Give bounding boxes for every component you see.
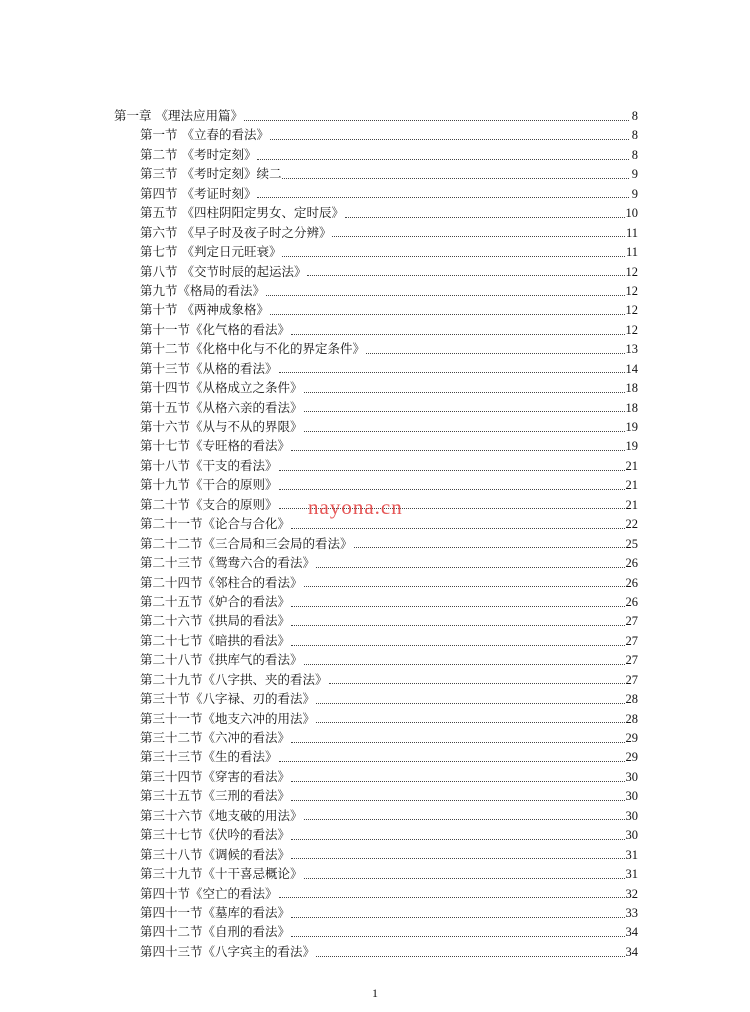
toc-section-entry[interactable] bbox=[114, 242, 638, 261]
toc-page-number: 11 bbox=[625, 225, 638, 240]
toc-page-number: 26 bbox=[625, 556, 638, 571]
toc-section-entry[interactable] bbox=[114, 573, 638, 592]
toc-entry-title: 第三十节《八字禄、刃的看法》 bbox=[140, 691, 316, 707]
toc-entry-title: 第二十五节《妒合的看法》 bbox=[140, 593, 291, 609]
toc-page-number: 22 bbox=[625, 517, 638, 532]
toc-dot-leader bbox=[304, 391, 625, 393]
toc-page-number: 11 bbox=[625, 245, 638, 260]
toc-dot-leader bbox=[279, 469, 625, 471]
toc-section-entry[interactable] bbox=[114, 728, 638, 747]
toc-dot-leader bbox=[291, 741, 624, 743]
toc-entry-title: 第四十一节《墓库的看法》 bbox=[140, 904, 291, 920]
toc-page-number: 10 bbox=[625, 206, 638, 221]
toc-entry-title: 第十二节《化格中化与不化的界定条件》 bbox=[140, 341, 366, 357]
toc-page-number: 21 bbox=[625, 497, 638, 512]
toc-dot-leader bbox=[329, 682, 625, 684]
toc-page-number: 33 bbox=[625, 905, 638, 920]
toc-page-number: 30 bbox=[625, 789, 638, 804]
toc-section-entry[interactable] bbox=[114, 709, 638, 728]
toc-dot-leader bbox=[345, 216, 625, 218]
toc-page-number: 9 bbox=[631, 186, 638, 201]
toc-page-number: 31 bbox=[625, 867, 638, 882]
toc-dot-leader bbox=[291, 449, 624, 451]
toc-entry-title: 第八节 《交节时辰的起运法》 bbox=[140, 263, 307, 279]
toc-entry-title: 第二节 《考时定刻》 bbox=[140, 146, 257, 162]
toc-entry-title: 第四节 《考证时刻》 bbox=[140, 185, 257, 201]
toc-entry-title: 第十四节《从格成立之条件》 bbox=[140, 380, 303, 396]
toc-section-entry[interactable] bbox=[114, 767, 638, 786]
toc-page-number: 8 bbox=[631, 147, 638, 162]
watermark: nayona.cn bbox=[308, 495, 403, 519]
toc-page-number: 26 bbox=[625, 575, 638, 590]
toc-entry-title: 第二十三节《鸳鸯六合的看法》 bbox=[140, 555, 316, 571]
toc-entry-title: 第十七节《专旺格的看法》 bbox=[140, 438, 291, 454]
toc-section-entry[interactable] bbox=[114, 864, 638, 883]
toc-dot-leader bbox=[291, 857, 624, 859]
toc-dot-leader bbox=[332, 235, 624, 237]
toc-page-number: 30 bbox=[625, 828, 638, 843]
toc-section-entry[interactable] bbox=[114, 689, 638, 708]
toc-dot-leader bbox=[291, 780, 624, 782]
toc-dot-leader bbox=[291, 624, 624, 626]
toc-entry-title: 第一章 《理法应用篇》 bbox=[114, 108, 243, 123]
toc-dot-leader bbox=[279, 371, 625, 373]
toc-section-entry[interactable] bbox=[114, 534, 638, 553]
toc-entry-title: 第三十八节《调候的看法》 bbox=[140, 846, 291, 862]
toc-entry-title: 第三十一节《地支六冲的用法》 bbox=[140, 710, 316, 726]
toc-page-number: 13 bbox=[625, 342, 638, 357]
toc-page-number: 32 bbox=[625, 886, 638, 901]
toc-dot-leader bbox=[270, 138, 629, 140]
toc-entry-title: 第三节 《考时定刻》续二 bbox=[140, 166, 282, 182]
toc-page-number: 12 bbox=[625, 303, 638, 318]
toc-entry-title: 第十九节《干合的原则》 bbox=[140, 477, 278, 493]
toc-dot-leader bbox=[304, 585, 625, 587]
toc-entry-title: 第十五节《从格六亲的看法》 bbox=[140, 399, 303, 415]
toc-page-number: 21 bbox=[625, 458, 638, 473]
toc-section-entry[interactable] bbox=[114, 786, 638, 805]
toc-entry-title: 第四十节《空亡的看法》 bbox=[140, 885, 278, 901]
toc-page-number: 12 bbox=[625, 264, 638, 279]
toc-section-entry[interactable] bbox=[114, 300, 638, 319]
toc-page-number: 8 bbox=[631, 128, 638, 143]
toc-entry-title: 第六节 《早子时及夜子时之分辨》 bbox=[140, 224, 332, 240]
toc-section-entry[interactable] bbox=[114, 184, 638, 203]
toc-section-entry[interactable] bbox=[114, 378, 638, 397]
toc-dot-leader bbox=[304, 430, 625, 432]
toc-page-number: 31 bbox=[625, 847, 638, 862]
toc-dot-leader bbox=[282, 177, 629, 179]
toc-section-entry[interactable] bbox=[114, 339, 638, 358]
toc-page-number: 29 bbox=[625, 731, 638, 745]
toc-section-entry[interactable] bbox=[114, 262, 638, 281]
toc-entry-title: 第三十二节《六冲的看法》 bbox=[140, 730, 291, 745]
toc-section-entry[interactable] bbox=[114, 650, 638, 669]
toc-dot-leader bbox=[291, 799, 624, 801]
toc-entry-title: 第一节 《立春的看法》 bbox=[140, 127, 269, 143]
toc-page-number: 34 bbox=[625, 925, 638, 940]
toc-section-entry[interactable] bbox=[114, 475, 638, 494]
toc-section-entry[interactable] bbox=[114, 223, 638, 242]
toc-section-entry[interactable] bbox=[114, 436, 638, 455]
toc-section-entry[interactable] bbox=[114, 281, 638, 300]
toc-page-number: 30 bbox=[625, 769, 638, 784]
toc-page-number: 28 bbox=[625, 711, 638, 726]
toc-page-number: 18 bbox=[625, 400, 638, 415]
toc-section-entry[interactable] bbox=[114, 903, 638, 922]
toc-entry-title: 第七节 《判定日元旺衰》 bbox=[140, 244, 282, 260]
toc-entry-title: 第十一节《化气格的看法》 bbox=[140, 321, 291, 337]
toc-dot-leader bbox=[257, 196, 629, 198]
toc-entry-title: 第三十五节《三刑的看法》 bbox=[140, 788, 291, 804]
toc-page-number: 19 bbox=[625, 420, 638, 434]
toc-entry-title: 第二十节《支合的原则》 bbox=[140, 496, 278, 512]
toc-dot-leader bbox=[291, 916, 624, 918]
toc-section-entry[interactable] bbox=[114, 747, 638, 766]
toc-entry-title: 第二十六节《拱局的看法》 bbox=[140, 613, 291, 629]
toc-section-entry[interactable] bbox=[114, 203, 638, 222]
toc-page-number: 25 bbox=[625, 536, 638, 551]
toc-section-entry[interactable] bbox=[114, 359, 638, 378]
toc-dot-leader bbox=[291, 838, 624, 840]
toc-dot-leader bbox=[279, 896, 625, 898]
toc-page-number: 26 bbox=[625, 594, 638, 609]
toc-dot-leader bbox=[291, 527, 624, 529]
toc-dot-leader bbox=[266, 294, 624, 296]
toc-dot-leader bbox=[307, 274, 624, 276]
toc-dot-leader bbox=[257, 158, 629, 160]
toc-section-entry[interactable] bbox=[114, 398, 638, 417]
toc-entry-title: 第三十七节《伏吟的看法》 bbox=[140, 827, 291, 843]
toc-entry-title: 第三十九节《十干喜忌概论》 bbox=[140, 866, 303, 882]
toc-section-entry[interactable] bbox=[114, 125, 638, 144]
toc-dot-leader bbox=[279, 488, 625, 490]
toc-entry-title: 第五节 《四柱阴阳定男女、定时辰》 bbox=[140, 205, 344, 221]
toc-entry-title: 第四十三节《八字宾主的看法》 bbox=[140, 943, 316, 959]
toc-dot-leader bbox=[270, 313, 625, 315]
toc-section-entry[interactable] bbox=[114, 320, 638, 339]
toc-entry-title: 第九节《格局的看法》 bbox=[140, 282, 266, 298]
toc-dot-leader bbox=[282, 255, 624, 257]
toc-dot-leader bbox=[279, 760, 625, 762]
toc-page-number: 27 bbox=[625, 653, 638, 668]
table-of-contents bbox=[114, 106, 638, 961]
toc-section-entry[interactable] bbox=[114, 884, 638, 903]
toc-entry-title: 第二十七节《暗拱的看法》 bbox=[140, 632, 291, 648]
toc-page-number: 18 bbox=[625, 381, 638, 396]
toc-entry-title: 第十三节《从格的看法》 bbox=[140, 360, 278, 376]
toc-section-entry[interactable] bbox=[114, 145, 638, 164]
toc-entry-title: 第二十九节《八字拱、夹的看法》 bbox=[140, 671, 328, 687]
toc-dot-leader bbox=[316, 702, 624, 704]
toc-entry-title: 第三十六节《地支破的用法》 bbox=[140, 807, 303, 823]
toc-page-number: 21 bbox=[625, 478, 638, 493]
toc-entry-title: 第十节 《两神成象格》 bbox=[140, 302, 269, 318]
toc-page-number: 8 bbox=[631, 109, 638, 123]
toc-entry-title: 第二十二节《三合局和三会局的看法》 bbox=[140, 535, 353, 551]
toc-entry-title: 第二十一节《论合与合化》 bbox=[140, 516, 291, 532]
toc-dot-leader bbox=[316, 721, 624, 723]
toc-page-number: 27 bbox=[625, 672, 638, 687]
toc-page-number: 34 bbox=[625, 944, 638, 959]
toc-dot-leader bbox=[304, 410, 625, 412]
toc-page-number: 12 bbox=[625, 283, 638, 298]
toc-section-entry[interactable] bbox=[114, 845, 638, 864]
toc-entry-title: 第二十四节《邻柱合的看法》 bbox=[140, 574, 303, 590]
toc-section-entry[interactable] bbox=[114, 456, 638, 475]
toc-dot-leader bbox=[291, 605, 624, 607]
toc-dot-leader bbox=[316, 955, 624, 957]
toc-section-entry[interactable] bbox=[114, 611, 638, 630]
toc-section-entry[interactable] bbox=[114, 942, 638, 961]
toc-section-entry[interactable] bbox=[114, 631, 638, 650]
toc-page-number: 14 bbox=[625, 361, 638, 376]
toc-section-entry[interactable] bbox=[114, 417, 638, 436]
toc-entry-title: 第三十三节《生的看法》 bbox=[140, 749, 278, 765]
toc-page-number: 9 bbox=[631, 167, 638, 182]
toc-chapter-entry[interactable] bbox=[114, 106, 638, 125]
toc-entry-title: 第三十四节《穿害的看法》 bbox=[140, 768, 291, 784]
toc-dot-leader bbox=[304, 877, 625, 879]
toc-section-entry[interactable] bbox=[114, 806, 638, 825]
toc-dot-leader bbox=[316, 566, 624, 568]
toc-page-number: 12 bbox=[625, 322, 638, 337]
page-number: 1 bbox=[372, 986, 378, 1000]
toc-page-number: 30 bbox=[625, 808, 638, 823]
toc-page-number: 28 bbox=[625, 692, 638, 707]
toc-entry-title: 第十六节《从与不从的界限》 bbox=[140, 419, 303, 434]
toc-section-entry[interactable] bbox=[114, 825, 638, 844]
toc-dot-leader bbox=[304, 818, 625, 820]
toc-dot-leader bbox=[291, 644, 624, 646]
toc-entry-title: 第二十八节《拱库气的看法》 bbox=[140, 652, 303, 668]
toc-section-entry[interactable] bbox=[114, 922, 638, 941]
toc-dot-leader bbox=[366, 352, 624, 354]
toc-dot-leader bbox=[244, 119, 629, 121]
toc-section-entry[interactable] bbox=[114, 164, 638, 183]
toc-dot-leader bbox=[291, 935, 624, 937]
toc-dot-leader bbox=[304, 663, 625, 665]
toc-entry-title: 第四十二节《自刑的看法》 bbox=[140, 924, 291, 940]
toc-page-number: 27 bbox=[625, 633, 638, 648]
toc-section-entry[interactable] bbox=[114, 592, 638, 611]
toc-dot-leader bbox=[291, 333, 624, 335]
toc-page-number: 29 bbox=[625, 750, 638, 765]
toc-section-entry[interactable] bbox=[114, 670, 638, 689]
toc-entry-title: 第十八节《干支的看法》 bbox=[140, 457, 278, 473]
toc-page-number: 27 bbox=[625, 614, 638, 629]
toc-section-entry[interactable] bbox=[114, 553, 638, 572]
toc-page-number: 19 bbox=[625, 439, 638, 454]
toc-dot-leader bbox=[354, 546, 625, 548]
